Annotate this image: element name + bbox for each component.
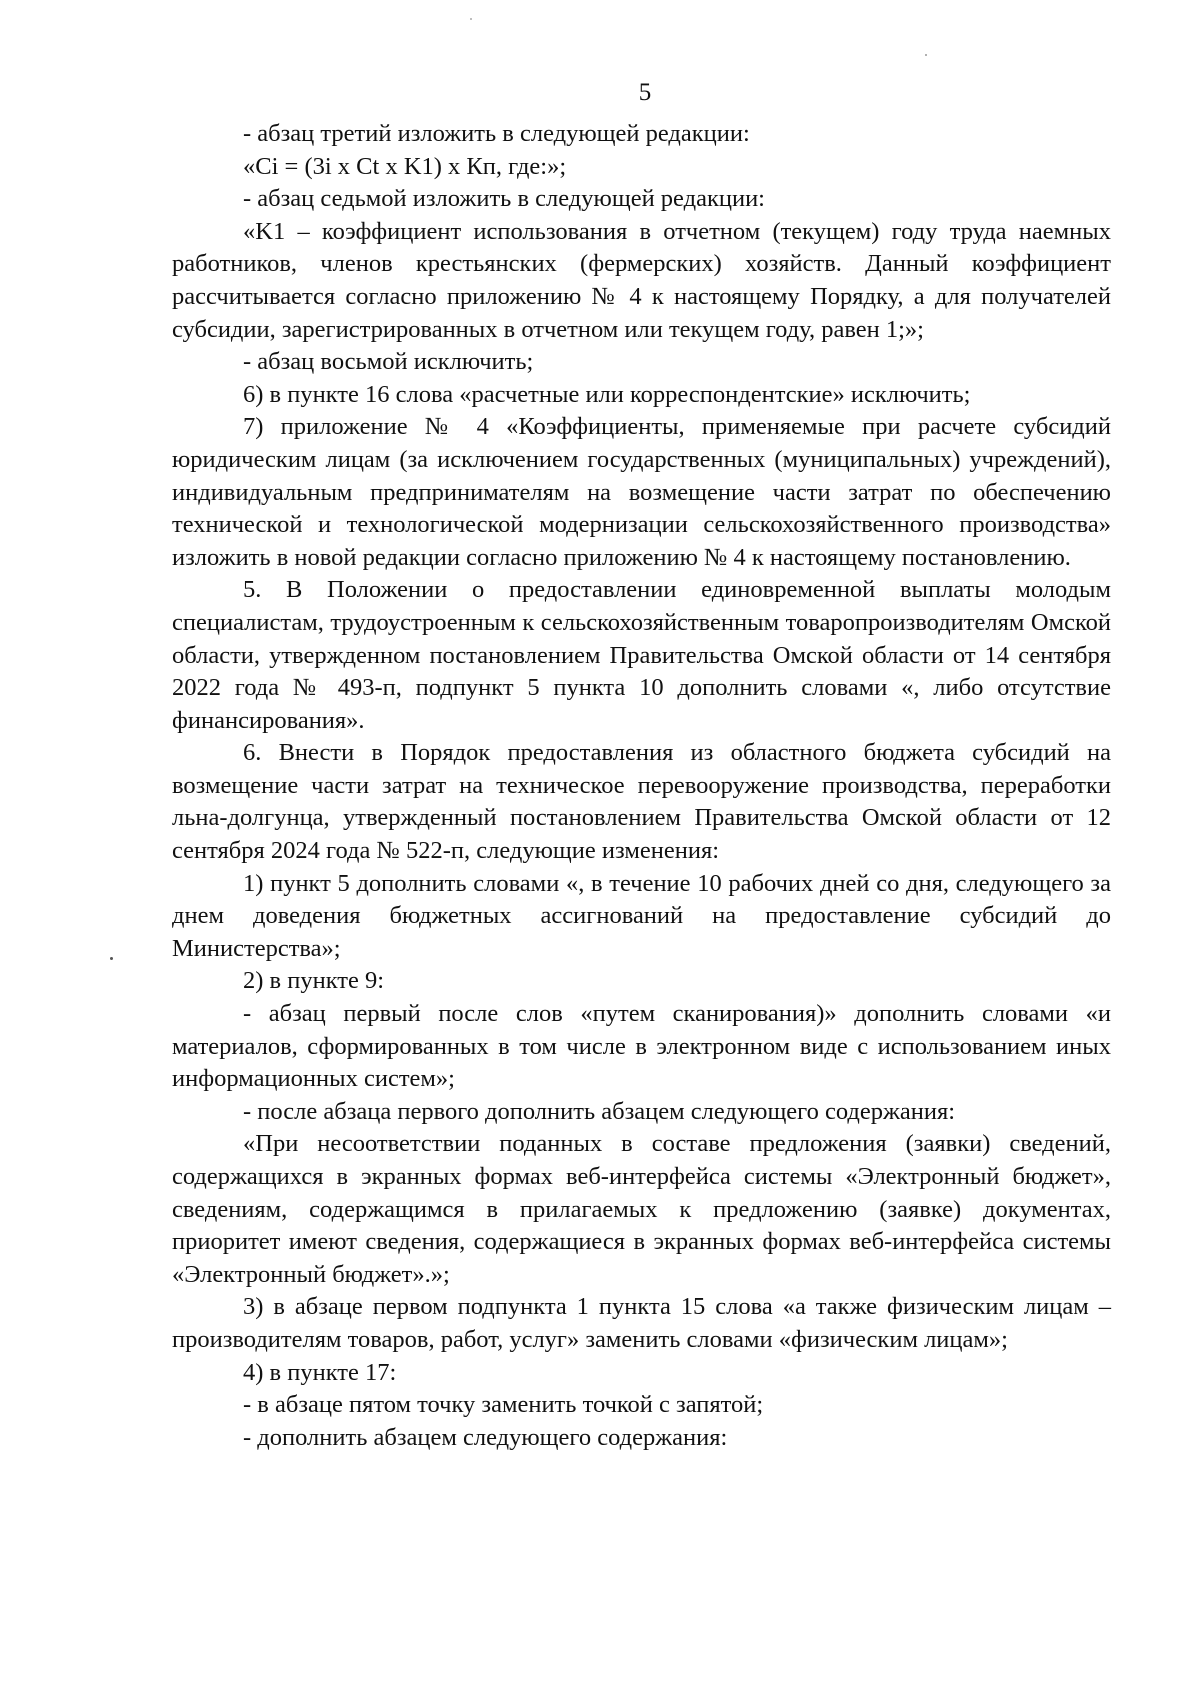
paragraph: «K1 – коэффициент использования в отчетном (текущем) году труда наемных работников, членов крестьянских (фермерских) хозяйств. Данный коэффициент рассчитывается согласно приложению № 4 к настоящему Порядку, а для получателей субсидии, зарегистрированных в отчетном или текущем году, равен 1;»; (172, 217, 1111, 343)
paragraph: 3) в абзаце первом подпункта 1 пункта 15 слова «а также физическим лицам – производителям товаров, работ, услуг» заменить словами «физическим лицам»; (172, 1293, 1111, 1353)
paragraph: - абзац седьмой изложить в следующей редакции: (243, 185, 765, 213)
scan-speck (110, 957, 113, 960)
paragraph: «Ci = (3i х Ct х K1) х Кп, где:»; (243, 152, 567, 180)
scan-speck (470, 18, 472, 20)
paragraph: «При несоответствии поданных в составе предложения (заявки) сведений, содержащихся в экранных формах веб-интерфейса системы «Электронный бюджет», сведениям, содержащимся в прилагаемых к предложению (заявке) документах, приоритет имеют сведения, содержащиеся в экранных формах веб-интерфейса системы «Электронный бюджет».»; (172, 1130, 1111, 1288)
paragraph: - в абзаце пятом точку заменить точкой с запятой; (243, 1391, 764, 1419)
paragraph: 4) в пункте 17: (243, 1358, 397, 1386)
paragraph: - абзац первый после слов «путем сканирования)» дополнить словами «и материалов, сформированных в том числе в электронном виде с использованием иных информационных систем»; (172, 1000, 1111, 1093)
paragraph: 2) в пункте 9: (243, 967, 385, 995)
paragraph: - после абзаца первого дополнить абзацем следующего содержания: (243, 1097, 956, 1125)
paragraph: 1) пункт 5 дополнить словами «, в течение 10 рабочих дней со дня, следующего за днем доведения бюджетных ассигнований на предоставление субсидий до Министерства»; (172, 869, 1111, 962)
document-body (172, 118, 1111, 1454)
paragraph: - дополнить абзацем следующего содержания: (243, 1423, 728, 1451)
paragraph: 6) в пункте 16 слова «расчетные или корреспондентские» исключить; (243, 380, 971, 408)
paragraph: 7) приложение № 4 «Коэффициенты, применяемые при расчете субсидий юридическим лицам (за исключением государственных (муниципальных) учреждений), индивидуальным предпринимателям на возмещение части затрат по обеспечению технической и технологической модернизации сельскохозяйственного производства» изложить в новой редакции согласно приложению № 4 к настоящему постановлению. (172, 413, 1111, 571)
paragraph: 5. В Положении о предоставлении единовременной выплаты молодым специалистам, трудоустроенным к сельскохозяйственным товаропроизводителям Омской области, утвержденном постановлением Правительства Омской области от 14 сентября 2022 года № 493-п, подпункт 5 пункта 10 дополнить словами «, либо отсутствие финансирования». (172, 576, 1111, 734)
paragraph: 6. Внести в Порядок предоставления из областного бюджета субсидий на возмещение части затрат на техническое перевооружение производства, переработки льна-долгунца, утвержденный постановлением Правительства Омской области от 12 сентября 2024 года № 522-п, следующие изменения: (172, 739, 1111, 865)
paragraph: - абзац третий изложить в следующей редакции: (243, 120, 750, 147)
page-number: 5 (638, 79, 652, 106)
paragraph: - абзац восьмой исключить; (243, 348, 534, 376)
scan-speck (925, 54, 927, 56)
